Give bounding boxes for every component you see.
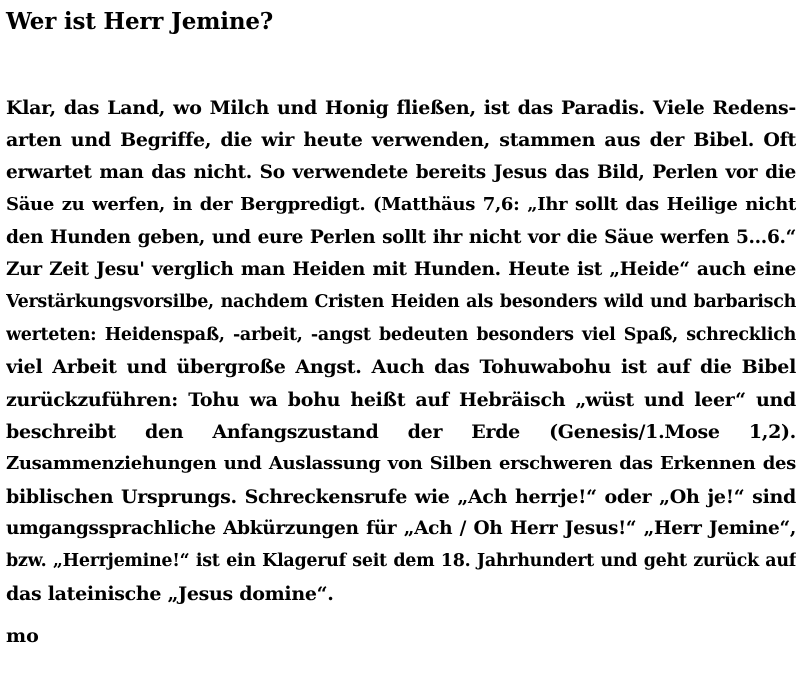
- text-line: Zusammenziehungen und Auslassung von Silben erschweren das Erkennen des: [6, 453, 796, 475]
- text-line: bzw. „Herrjemine!“ ist ein Klageruf seit dem 18. Jahrhundert und geht zurück auf: [6, 551, 796, 572]
- text-line: Zur Zeit Jesu' verglich man Heiden mit Hunden. Heute ist „Heide“ auch eine: [6, 258, 796, 280]
- author-signature: mo: [6, 625, 39, 647]
- text-line: viel Arbeit und übergroße Angst. Auch das Tohuwabohu ist auf die Bibel: [6, 356, 796, 379]
- text-line: umgangssprachliche Abkürzungen für „Ach / Oh Herr Jesus!“ „Herr Jemine“,: [6, 518, 796, 540]
- text-line: werteten: Heidenspaß, -arbeit, -angst bedeuten besonders viel Spaß, schrecklich: [6, 324, 796, 345]
- page-title: Wer ist Herr Jemine?: [6, 8, 274, 35]
- text-line: biblischen Ursprungs. Schreckensrufe wie „Ach herrje!“ oder „Oh je!“ sind: [6, 485, 796, 508]
- text-line: erwartet man das nicht. So verwendete bereits Jesus das Bild, Perlen vor die: [6, 161, 796, 183]
- text-line: das lateinische „Jesus domine“.: [6, 582, 334, 605]
- text-line: Klar, das Land, wo Milch und Honig fließen, ist das Paradis. Viele Redens-: [6, 97, 796, 119]
- text-line: zurückzuführen: Tohu wa bohu heißt auf Hebräisch „wüst und leer“ und: [6, 388, 796, 411]
- article-body: [6, 92, 796, 610]
- text-line: den Hunden geben, und eure Perlen sollt ihr nicht vor die Säue werfen 5...6.“: [6, 226, 796, 248]
- text-line: arten und Begriffe, die wir heute verwenden, stammen aus der Bibel. Oft: [6, 129, 796, 152]
- text-line: Verstärkungsvorsilbe, nachdem Cristen Heiden als besonders wild und barbarisch: [6, 292, 796, 313]
- text-line: beschreibt den Anfangszustand der Erde (Genesis/1.Mose 1,2).: [6, 420, 796, 443]
- text-line: Säue zu werfen, in der Bergpredigt. (Matthäus 7,6: „Ihr sollt das Heilige nicht: [6, 194, 796, 216]
